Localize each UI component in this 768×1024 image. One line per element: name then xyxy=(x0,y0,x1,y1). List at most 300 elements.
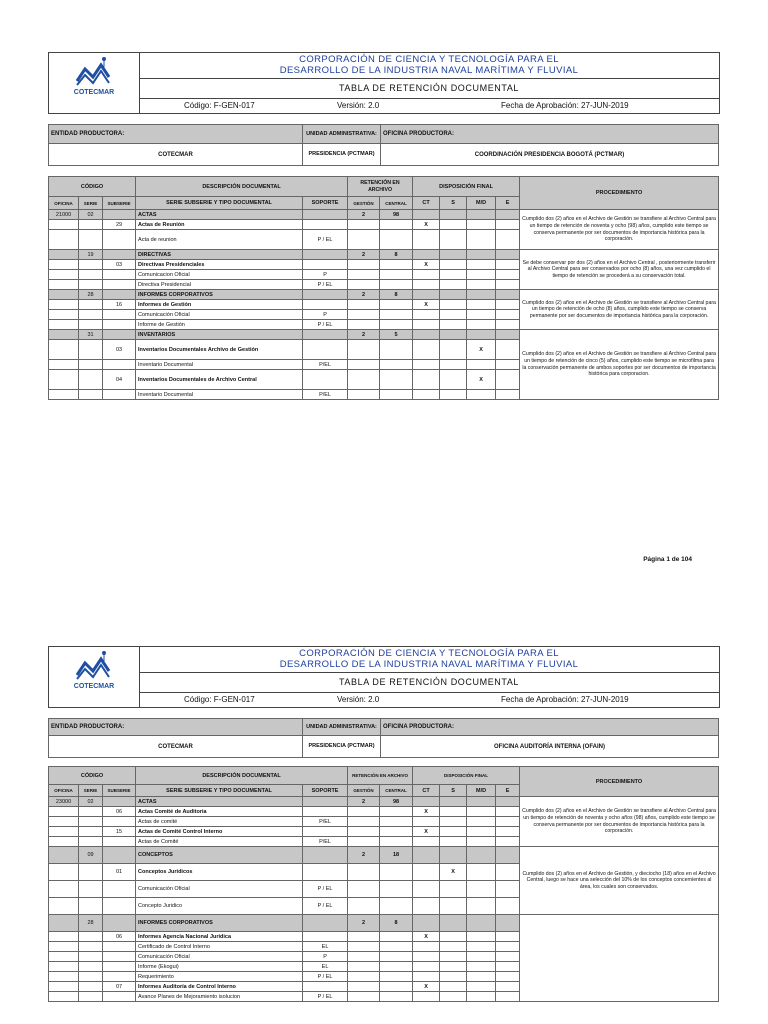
cell-se: 02 xyxy=(79,797,103,807)
document-title: TABLA DE RETENCIÓN DOCUMENTAL xyxy=(139,78,719,99)
cell-e xyxy=(496,827,520,837)
cell-desc: Actas de comité xyxy=(136,817,303,827)
table-1-body xyxy=(49,210,719,400)
header-s: S xyxy=(440,785,467,797)
cell-g xyxy=(348,992,380,1002)
cell-sop: P / EL xyxy=(303,898,348,915)
page-1 xyxy=(48,52,720,563)
header-gestion: GESTIÓN xyxy=(348,197,380,210)
cell-of xyxy=(49,847,79,864)
cell-of xyxy=(49,260,79,270)
cell-c xyxy=(380,807,413,817)
cell-desc: Actas de Comité xyxy=(136,837,303,847)
cell-desc: Comunicación Oficial xyxy=(136,310,303,320)
cell-s xyxy=(440,797,467,807)
cell-ct xyxy=(413,310,440,320)
producer-info-table xyxy=(48,718,719,758)
cell-e xyxy=(496,881,520,898)
cell-e xyxy=(496,330,520,340)
cell-c xyxy=(380,898,413,915)
cell-ct: X xyxy=(413,260,440,270)
cell-desc: Acta de reunion xyxy=(136,230,303,250)
cell-ct xyxy=(413,992,440,1002)
cell-c xyxy=(380,310,413,320)
cell-e xyxy=(496,864,520,881)
cell-of xyxy=(49,864,79,881)
header-retencion: RETENCIÓN EN ARCHIVO xyxy=(348,177,413,197)
cell-of xyxy=(49,898,79,915)
cell-md xyxy=(467,942,496,952)
cell-s xyxy=(440,932,467,942)
cell-sop: P / EL xyxy=(303,881,348,898)
cell-md xyxy=(467,881,496,898)
cell-ss xyxy=(103,210,136,220)
cell-md xyxy=(467,360,496,370)
cell-se xyxy=(79,972,103,982)
cell-e xyxy=(496,932,520,942)
cell-e xyxy=(496,220,520,230)
cell-of: 21000 xyxy=(49,210,79,220)
document-version: Versión: 2.0 xyxy=(337,101,380,110)
cell-g xyxy=(348,982,380,992)
cell-ss xyxy=(103,942,136,952)
document-code: Código: F-GEN-017 xyxy=(184,101,255,110)
entidad-value: COTECMAR xyxy=(49,736,303,758)
cell-ct xyxy=(413,270,440,280)
cell-ct xyxy=(413,915,440,932)
cell-of xyxy=(49,942,79,952)
cell-desc: Comunicación Oficial xyxy=(136,952,303,962)
cell-s xyxy=(440,260,467,270)
cell-md xyxy=(467,280,496,290)
cell-sop: P / EL xyxy=(303,320,348,330)
cell-ss xyxy=(103,270,136,280)
cell-g: 2 xyxy=(348,915,380,932)
cell-ct xyxy=(413,360,440,370)
cell-desc: Inventario Documental xyxy=(136,390,303,400)
cell-sop xyxy=(303,300,348,310)
cell-md xyxy=(467,210,496,220)
cell-se xyxy=(79,260,103,270)
cell-se xyxy=(79,827,103,837)
cotecmar-logo-icon xyxy=(49,53,139,89)
cell-s xyxy=(440,898,467,915)
cell-ct: X xyxy=(413,807,440,817)
cell-e xyxy=(496,847,520,864)
cell-ss xyxy=(103,898,136,915)
cell-ct xyxy=(413,320,440,330)
cell-g xyxy=(348,390,380,400)
cell-md: X xyxy=(467,340,496,360)
cell-se xyxy=(79,881,103,898)
cell-c xyxy=(380,360,413,370)
header-descripcion: DESCRIPCIÓN DOCUMENTAL xyxy=(136,767,348,785)
procedure-text: Cumplido dos (2) años en el Archivo de Gestión se transfiere al Archivo Central para un tiempo de retención de cinco (5) años, cumplido este tiempo se microfilma para la conservación permanente de ambos soportes por ser documentos de importancia histórica para corporacion. xyxy=(520,330,719,400)
document-code: Código: F-GEN-017 xyxy=(184,695,255,704)
cell-c xyxy=(380,962,413,972)
cell-sop xyxy=(303,330,348,340)
cell-ct xyxy=(413,942,440,952)
cell-se xyxy=(79,962,103,972)
cell-c: 8 xyxy=(380,915,413,932)
cell-g xyxy=(348,952,380,962)
cell-ss: 03 xyxy=(103,340,136,360)
cell-ct xyxy=(413,290,440,300)
cell-of xyxy=(49,360,79,370)
cell-of xyxy=(49,390,79,400)
unidad-label: UNIDAD ADMINISTRATIVA: xyxy=(303,125,381,144)
cell-se xyxy=(79,230,103,250)
cell-of xyxy=(49,370,79,390)
cell-sop: P/EL xyxy=(303,390,348,400)
cell-c xyxy=(380,827,413,837)
cell-s xyxy=(440,370,467,390)
cell-ct xyxy=(413,962,440,972)
cell-md xyxy=(467,915,496,932)
header-md: M/D xyxy=(467,197,496,210)
cell-ct xyxy=(413,340,440,360)
header-serie-subserie-tipo: SERIE SUBSERIE Y TIPO DOCUMENTAL xyxy=(136,197,303,210)
cell-s xyxy=(440,340,467,360)
cell-c xyxy=(380,972,413,982)
cell-e xyxy=(496,370,520,390)
cell-of xyxy=(49,881,79,898)
cell-desc: Concepto Juridico xyxy=(136,898,303,915)
cell-g xyxy=(348,864,380,881)
cell-of xyxy=(49,915,79,932)
cell-ct: X xyxy=(413,932,440,942)
cell-g xyxy=(348,320,380,330)
header-gestion: GESTIÓN xyxy=(348,785,380,797)
oficina-label: OFICINA PRODUCTORA: xyxy=(381,125,719,144)
cell-ss xyxy=(103,962,136,972)
cell-s: X xyxy=(440,864,467,881)
cell-ct xyxy=(413,898,440,915)
cell-ss: 15 xyxy=(103,827,136,837)
cell-ss: 06 xyxy=(103,932,136,942)
cell-desc: INFORMES CORPORATIVOS xyxy=(136,290,303,300)
cell-g xyxy=(348,340,380,360)
cell-of xyxy=(49,290,79,300)
cell-sop: P xyxy=(303,310,348,320)
cell-of xyxy=(49,952,79,962)
cell-c xyxy=(380,932,413,942)
cell-c xyxy=(380,952,413,962)
corporation-name xyxy=(139,647,719,673)
unidad-label: UNIDAD ADMINISTRATIVA: xyxy=(303,719,381,736)
cell-ss xyxy=(103,320,136,330)
header-soporte: SOPORTE xyxy=(303,197,348,210)
cell-md xyxy=(467,982,496,992)
cell-e xyxy=(496,230,520,250)
cell-c xyxy=(380,370,413,390)
cell-ss xyxy=(103,881,136,898)
cell-ss xyxy=(103,952,136,962)
cell-ss xyxy=(103,230,136,250)
cell-g: 2 xyxy=(348,210,380,220)
cell-g xyxy=(348,817,380,827)
cell-md xyxy=(467,827,496,837)
cell-g xyxy=(348,230,380,250)
cell-e xyxy=(496,210,520,220)
cell-ct xyxy=(413,797,440,807)
cell-ss xyxy=(103,360,136,370)
header-codigo: CÓDIGO xyxy=(49,177,136,197)
cell-md xyxy=(467,807,496,817)
cell-e xyxy=(496,270,520,280)
cell-g xyxy=(348,300,380,310)
cell-s xyxy=(440,817,467,827)
cell-se: 02 xyxy=(79,210,103,220)
cell-sop xyxy=(303,932,348,942)
cell-of xyxy=(49,300,79,310)
cell-desc: Avance Planes de Mejoramiento isolucion xyxy=(136,992,303,1002)
cell-ss xyxy=(103,390,136,400)
cell-g: 2 xyxy=(348,797,380,807)
cell-c xyxy=(380,942,413,952)
cell-md xyxy=(467,300,496,310)
cell-e xyxy=(496,898,520,915)
cell-se xyxy=(79,942,103,952)
procedure-text: Cumplido dos (2) años en el Archivo de Gestión, y dieciocho (18) años en el Archivo Central, luego se hace una selección del 10% de los conceptos concernientes al área, los cuales son conservados. xyxy=(520,847,719,915)
cell-of xyxy=(49,280,79,290)
cell-g xyxy=(348,310,380,320)
cell-md xyxy=(467,220,496,230)
cell-md xyxy=(467,270,496,280)
cell-s xyxy=(440,962,467,972)
cell-md xyxy=(467,864,496,881)
cell-md xyxy=(467,932,496,942)
cell-ss xyxy=(103,847,136,864)
document-version: Versión: 2.0 xyxy=(337,695,380,704)
cell-se xyxy=(79,898,103,915)
cell-c: 18 xyxy=(380,847,413,864)
cell-se xyxy=(79,270,103,280)
cell-desc: DIRECTIVAS xyxy=(136,250,303,260)
cell-desc: Directivas Presidenciales xyxy=(136,260,303,270)
cell-md xyxy=(467,390,496,400)
cell-ct xyxy=(413,881,440,898)
cell-sop xyxy=(303,827,348,837)
cell-ct xyxy=(413,817,440,827)
cell-s xyxy=(440,952,467,962)
cell-sop xyxy=(303,915,348,932)
cell-ct xyxy=(413,837,440,847)
table-row xyxy=(49,210,719,220)
document-header xyxy=(48,646,720,708)
cell-s xyxy=(440,290,467,300)
cell-se: 09 xyxy=(79,847,103,864)
cell-sop: P/EL xyxy=(303,837,348,847)
cell-ct: X xyxy=(413,982,440,992)
cell-sop: EL xyxy=(303,942,348,952)
cell-desc: Informes Auditoría de Control Interno xyxy=(136,982,303,992)
cell-g: 2 xyxy=(348,250,380,260)
cell-s xyxy=(440,230,467,250)
cell-desc: Directiva Presidencial xyxy=(136,280,303,290)
cell-ct: X xyxy=(413,827,440,837)
cell-of xyxy=(49,817,79,827)
cell-se: 31 xyxy=(79,330,103,340)
cell-of xyxy=(49,310,79,320)
cell-ct xyxy=(413,330,440,340)
header-codigo: CÓDIGO xyxy=(49,767,136,785)
cell-se xyxy=(79,360,103,370)
approval-date: Fecha de Aprobación: 27-JUN-2019 xyxy=(501,101,629,110)
cell-se xyxy=(79,320,103,330)
cell-s xyxy=(440,310,467,320)
cell-sop xyxy=(303,864,348,881)
cell-desc: Informes Agencia Nacional Juridica xyxy=(136,932,303,942)
cell-desc: Actas de Comité Control Interno xyxy=(136,827,303,837)
header-retencion: RETENCIÓN EN ARCHIVO xyxy=(348,767,413,785)
cell-g xyxy=(348,220,380,230)
cell-g xyxy=(348,942,380,952)
cell-of xyxy=(49,340,79,360)
header-procedimiento: PROCEDIMIENTO xyxy=(520,767,719,797)
cell-of xyxy=(49,992,79,1002)
cell-s xyxy=(440,360,467,370)
cell-desc: ACTAS xyxy=(136,797,303,807)
cell-sop xyxy=(303,797,348,807)
cell-c xyxy=(380,220,413,230)
company-logo xyxy=(49,53,140,113)
cell-ct xyxy=(413,370,440,390)
cell-g xyxy=(348,881,380,898)
cell-ct xyxy=(413,210,440,220)
cell-s xyxy=(440,330,467,340)
cell-e xyxy=(496,962,520,972)
cell-c xyxy=(380,300,413,310)
cell-e xyxy=(496,992,520,1002)
cell-of xyxy=(49,250,79,260)
cell-c xyxy=(380,320,413,330)
cell-ct xyxy=(413,952,440,962)
cell-se xyxy=(79,992,103,1002)
cell-s xyxy=(440,807,467,817)
cell-sop xyxy=(303,807,348,817)
cell-e xyxy=(496,837,520,847)
cell-ss xyxy=(103,250,136,260)
cell-g xyxy=(348,270,380,280)
cell-se: 28 xyxy=(79,915,103,932)
cell-desc: Requerimiento xyxy=(136,972,303,982)
cell-e xyxy=(496,972,520,982)
logo-text: COTECMAR xyxy=(73,683,115,690)
cell-ct: X xyxy=(413,300,440,310)
cell-sop xyxy=(303,847,348,864)
cell-e xyxy=(496,310,520,320)
cell-md xyxy=(467,260,496,270)
corporation-line-1: CORPORACIÓN DE CIENCIA Y TECNOLOGÍA PARA EL xyxy=(299,648,559,659)
cell-se xyxy=(79,864,103,881)
header-central: CENTRAL xyxy=(380,785,413,797)
cell-se xyxy=(79,370,103,390)
cell-md xyxy=(467,992,496,1002)
cell-ct: X xyxy=(413,220,440,230)
cell-desc: ACTAS xyxy=(136,210,303,220)
cell-se: 28 xyxy=(79,290,103,300)
corporation-line-2: DESARROLLO DE LA INDUSTRIA NAVAL MARÍTIMA Y FLUVIAL xyxy=(279,65,579,76)
cell-se xyxy=(79,817,103,827)
cell-ss: 03 xyxy=(103,260,136,270)
cell-e xyxy=(496,952,520,962)
corporation-line-2: DESARROLLO DE LA INDUSTRIA NAVAL MARÍTIMA Y FLUVIAL xyxy=(279,659,579,670)
cell-ss xyxy=(103,837,136,847)
cell-desc: CONCEPTOS xyxy=(136,847,303,864)
cell-e xyxy=(496,340,520,360)
header-oficina: OFICINA xyxy=(49,785,79,797)
document-title: TABLA DE RETENCIÓN DOCUMENTAL xyxy=(139,672,719,693)
header-md: M/D xyxy=(467,785,496,797)
header-serie: SERIE xyxy=(79,197,103,210)
cell-g xyxy=(348,837,380,847)
cell-se xyxy=(79,952,103,962)
approval-date: Fecha de Aprobación: 27-JUN-2019 xyxy=(501,695,629,704)
cell-se xyxy=(79,982,103,992)
page-2 xyxy=(48,646,720,1024)
cell-c: 8 xyxy=(380,290,413,300)
oficina-value: OFICINA AUDITORÍA INTERNA (OFAIN) xyxy=(381,736,719,758)
cell-g xyxy=(348,898,380,915)
cell-md xyxy=(467,797,496,807)
header-e: E xyxy=(496,197,520,210)
cell-of xyxy=(49,982,79,992)
cell-desc: Informe de Gestión xyxy=(136,320,303,330)
cell-md xyxy=(467,972,496,982)
cell-c: 98 xyxy=(380,797,413,807)
cell-ss xyxy=(103,817,136,827)
unidad-value: PRESIDENCIA (PCTMAR) xyxy=(303,144,381,166)
cell-g xyxy=(348,932,380,942)
cell-md xyxy=(467,952,496,962)
cell-ss: 04 xyxy=(103,370,136,390)
table-row xyxy=(49,915,719,932)
cell-se xyxy=(79,932,103,942)
cell-sop: P / EL xyxy=(303,280,348,290)
procedure-text: Cumplido dos (2) años en el Archivo de Gestión se transfiere al Archivo Central para un tiempo de retención de noventa y ocho (98) años, cumplido este tiempo se conserva permanente por ser documentos de importancia histórica para la corporación. xyxy=(520,210,719,250)
cell-g: 2 xyxy=(348,330,380,340)
cell-sop xyxy=(303,370,348,390)
logo-text: COTECMAR xyxy=(73,89,115,96)
cell-desc: Inventarios Documentales de Archivo Central xyxy=(136,370,303,390)
header-disposicion: DISPOSICIÓN FINAL xyxy=(413,177,520,197)
cell-s xyxy=(440,881,467,898)
cell-md xyxy=(467,250,496,260)
cell-s xyxy=(440,915,467,932)
cell-c: 98 xyxy=(380,210,413,220)
cell-e xyxy=(496,390,520,400)
cell-se xyxy=(79,390,103,400)
cell-c xyxy=(380,270,413,280)
cell-sop xyxy=(303,220,348,230)
cell-e xyxy=(496,250,520,260)
page-number: Página 1 de 104 xyxy=(643,556,692,563)
cell-c xyxy=(380,817,413,827)
cell-e xyxy=(496,982,520,992)
cell-ss: 01 xyxy=(103,864,136,881)
cell-sop xyxy=(303,290,348,300)
header-disposicion: DISPOSICIÓN FINAL xyxy=(413,767,520,785)
entidad-value: COTECMAR xyxy=(49,144,303,166)
cotecmar-logo-icon xyxy=(49,647,139,683)
cell-of xyxy=(49,827,79,837)
cell-ss xyxy=(103,797,136,807)
header-descripcion: DESCRIPCIÓN DOCUMENTAL xyxy=(136,177,348,197)
cell-e xyxy=(496,320,520,330)
cell-se xyxy=(79,310,103,320)
header-s: S xyxy=(440,197,467,210)
